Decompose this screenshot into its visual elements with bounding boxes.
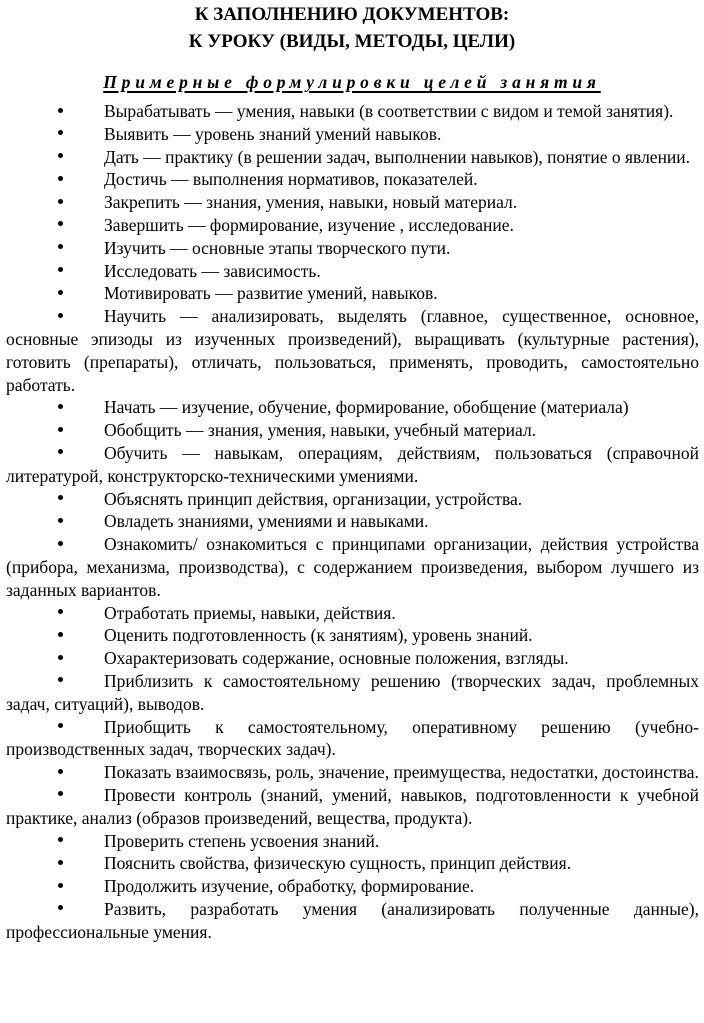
list-item <box>6 533 699 601</box>
bullet-icon <box>58 541 63 546</box>
page-title-line-1: К ЗАПОЛНЕНИЮ ДОКУМЕНТОВ: <box>194 4 510 25</box>
list-item-text: Дать — практику (в решении задач, выполнении навыков), понятие о явлении. <box>104 146 691 167</box>
list-item <box>6 761 699 784</box>
bullet-icon <box>58 518 63 523</box>
list-item-text: Достичь — выполнения нормативов, показателей. <box>104 169 478 190</box>
list-item <box>6 168 699 191</box>
list-item-text: Охарактеризовать содержание, основные положения, взгляды. <box>104 648 569 669</box>
list-item-text: Приобщить к самостоятельному, оперативному решению (учебно-производственных задач, творческих задач). <box>6 716 699 760</box>
list-item-text: Объяснять принцип действия, организации, устройства. <box>104 488 523 509</box>
list-item-text: Оценить подготовленность (к занятиям), уровень знаний. <box>104 625 533 646</box>
list-item-text: Приблизить к самостоятельному решению (творческих задач, проблемных задач, ситуаций), выводов. <box>6 670 699 714</box>
list-item <box>6 214 699 237</box>
list-item-text: Выявить — уровень знаний умений навыков. <box>104 123 442 144</box>
list-item <box>6 830 699 853</box>
bullet-icon <box>58 313 63 318</box>
list-item <box>6 100 699 123</box>
list-item-text: Обучить — навыкам, операциям, действиям, пользоваться (справочной литературой, конструкторско-техническими умениями. <box>6 442 699 486</box>
bullet-icon <box>58 883 63 888</box>
list-item-text: Развить, разработать умения (анализировать полученные данные), профессиональные умения. <box>6 898 699 942</box>
list-item-text: Мотивировать — развитие умений, навыков. <box>104 283 438 304</box>
bullet-icon <box>58 860 63 865</box>
list-item <box>6 875 699 898</box>
list-item <box>6 237 699 260</box>
bullet-icon <box>58 495 63 500</box>
list-item-text: Обобщить — знания, умения, навыки, учебный материал. <box>104 420 537 441</box>
list-item <box>6 282 699 305</box>
list-item <box>6 419 699 442</box>
list-item-text: Закрепить — знания, умения, навыки, новый материал. <box>104 192 518 213</box>
bullet-icon <box>58 791 63 796</box>
list-item-text: Начать — изучение, обучение, формирование, обобщение (материала) <box>104 397 629 418</box>
list-item <box>6 191 699 214</box>
list-item <box>6 647 699 670</box>
list-item-text: Научить — анализировать, выделять (главное, существенное, основное, основные эпизоды из изученных произведений), выращивать (культурные растения), готовить (препараты), отличать, пользоваться, применять, проводить, самостоятельно работать. <box>6 306 699 395</box>
bullet-icon <box>58 404 63 409</box>
list-item <box>6 305 699 396</box>
list-item-text: Исследовать — зависимость. <box>104 260 321 281</box>
bullet-icon <box>58 723 63 728</box>
bullet-icon <box>58 677 63 682</box>
list-item <box>6 784 699 830</box>
list-item <box>6 624 699 647</box>
bullet-icon <box>58 244 63 249</box>
list-item-text: Ознакомить/ ознакомиться с принципами организации, действия устройства (прибора, механизма, производства), с содержанием произведения, выбором лучшего из заданных вариантов. <box>6 534 699 600</box>
bullet-icon <box>58 108 63 113</box>
bullet-icon <box>58 199 63 204</box>
list-item <box>6 260 699 283</box>
list-item-text: Изучить — основные этапы творческого пути. <box>104 237 451 258</box>
bullet-icon <box>58 267 63 272</box>
list-item-text: Пояснить свойства, физическую сущность, принцип действия. <box>104 853 572 874</box>
list-item-text: Отработать приемы, навыки, действия. <box>104 602 396 623</box>
list-item <box>6 898 699 944</box>
bullet-icon <box>58 609 63 614</box>
list-item <box>6 602 699 625</box>
list-item <box>6 123 699 146</box>
bullet-icon <box>58 449 63 454</box>
list-item-text: Вырабатывать — умения, навыки (в соответствии с видом и темой занятия). <box>104 101 674 121</box>
list-item <box>6 716 699 762</box>
list-item <box>6 488 699 511</box>
list-item-text: Показать взаимосвязь, роль, значение, преимущества, недостатки, достоинства. <box>104 762 699 783</box>
bullet-icon <box>58 905 63 910</box>
bullet-icon <box>58 837 63 842</box>
goals-list <box>6 100 699 943</box>
bullet-icon <box>58 290 63 295</box>
list-item-text: Продолжить изучение, обработку, формирование. <box>104 876 475 897</box>
list-item <box>6 442 699 488</box>
section-subtitle <box>0 72 704 92</box>
list-item <box>6 146 699 169</box>
list-item <box>6 670 699 716</box>
list-item <box>6 510 699 533</box>
bullet-icon <box>58 153 63 158</box>
list-item-text: Овладеть знаниями, умениями и навыками. <box>104 511 429 532</box>
list-item-text: Проверить степень усвоения знаний. <box>104 830 380 851</box>
bullet-icon <box>58 655 63 660</box>
page-title-line-2: К УРОКУ (ВИДЫ, МЕТОДЫ, ЦЕЛИ) <box>188 31 516 52</box>
list-item-text: Завершить — формирование, изучение , исследование. <box>104 214 514 235</box>
list-item <box>6 852 699 875</box>
bullet-icon <box>58 221 63 226</box>
bullet-icon <box>58 427 63 432</box>
bullet-icon <box>58 130 63 135</box>
list-item-text: Провести контроль (знаний, умений, навыков, подготовленности к учебной практике, анализ (образов произведений, вещества, продукта). <box>6 784 699 828</box>
bullet-icon <box>58 176 63 181</box>
bullet-icon <box>58 769 63 774</box>
list-item <box>6 396 699 419</box>
section-subtitle-text: Примерные формулировки целей занятия <box>103 72 601 92</box>
bullet-icon <box>58 632 63 637</box>
